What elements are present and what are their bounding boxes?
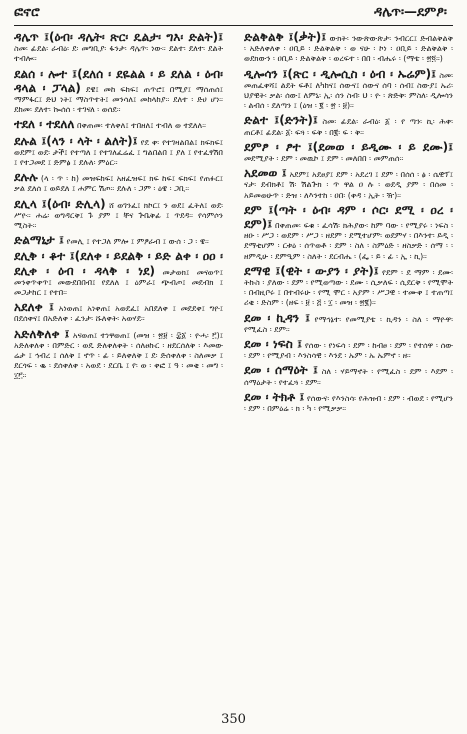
dictionary-entry bbox=[14, 30, 223, 65]
entry-definition: በቀጠመ፡ ፍቁ ፡ ፈሳሽ፡ ክሕያው፡ ከም ባው ፡ የሚያሩ ፡ ነፍስ ፡ ዘዑ ፡ ሥጋ ፡ ወደም ፡ ሥጋ ፡ ዘደም ፡ ደሚተሆም፡ ወደምሃ ፡ በእንተ፡ ይዲ ፡ ደማቲሆም ፡ ርቱዕ ፡ ሰጥወቶ ፡ ደም ፡ ስለ ፡ ስምዕድ ፡ ዘስቃድ ፡ ሰማ ፡ ፡ ዘምዲሁ ፡ ደምዒም ፡ ስለት ፡ ደርብሔ ፡ (ፌ ፡ ይ ፡ ፊ ፡ ኢ ፡ ኪ)። bbox=[244, 221, 453, 261]
entry-definition: የሰው ፡ የነፍሳ ፡ ደም ፡ ከብፀ ፡ ደም ፡ የተሰዋ ፡ ሰው ፡ ደም ፡ የሚያብ ፡ እንስሳዊ ፡ እንደ ፡ ኡም ፡ ኡ ኡምኖ ፡ ዘ። bbox=[244, 341, 453, 361]
entry-definition: መደሚያት ፡ ደም ፡ መዉኮ ፤ ደም ፡ መለበበ ፡ መምጠሰ። bbox=[244, 154, 404, 164]
entry-definition: አናወጠ፤ ተነዋወጠ፤ (መዝ ፡ ፳፱ ፡ ፰፩ ፡ ዮሓ፡ ፫)፤ አድለቀለቀ ፡ በምድር ፡ ወዴ ድለቀለቀት ፡ ሰለፀኩር ፡ ዘደርሰለቅ ፡ እመው ሬታ ፤ ኅብረ ፤ ሰለቅ ፤ ኖጥ ፡ ፊ ፡ ይለቀለቅ ፤ ደ፡ ድሰቀለቀ ፡ ስለመቃ ፤ ደርጎፍ ፡ ቈ ፡ ደሰቀለቀ ፡ አወደ ፡ ደርቤ ፤ የ፡ ወ ፡ ቀፎ ፤ ዓ ፡ መቂ ፡ መግ ፡ ፲፫። bbox=[14, 330, 223, 381]
dictionary-entry bbox=[14, 117, 223, 131]
dictionary-entry bbox=[14, 197, 223, 232]
entry-definition: ስመ፡ ፊደል፡ ራብዕ፡ ፩ ፡ የ ጣን፡ ኪ፡ ሕቀ፡ ጠርቶ፤ ፊደል፡ ፩፡ ፍጓ ፡ ፍቅ ፡ በ፪፡ ፍ ፡ ቅ። bbox=[244, 117, 453, 137]
entry-headword: ደምፆ ፡ ፆተ ፤(ደመወ ፡ ይዲሙ ፡ ይ ደሙ)፤ bbox=[244, 139, 453, 154]
entry-headword: ደመ ፡ ሰማዕት ፤ bbox=[244, 363, 318, 378]
entry-headword: ደሊላ ፤(ዕብ፡ ድሊላ) bbox=[14, 196, 106, 211]
entry-headword: ድልማኒታ ፤ bbox=[14, 233, 64, 248]
entry-headword: አደለቀ ፤ bbox=[14, 300, 54, 315]
header-rule bbox=[14, 25, 453, 26]
entry-headword: ደማዊ ፤(ዊት ፡ ውያን ፡ ያት)፤ bbox=[244, 263, 379, 278]
header-range-title: ዳሌጥ፡—ደምፆ፡ bbox=[374, 5, 447, 20]
page-number: 350 bbox=[221, 712, 246, 727]
entry-headword: ተደለ ፡ ተደለለ bbox=[14, 117, 75, 132]
dictionary-entry bbox=[14, 233, 223, 247]
header-left-text: ፎኖሮ bbox=[14, 5, 40, 20]
dictionary-entry bbox=[244, 390, 453, 414]
entry-definition: ሸ ወገንፈ፤ ክኮር፤ ን ወደ፤ ፈትለ፤ ወደ፡ ሥዮ። ሐሬ፡ ወግዳርቅ፤ ጉ ያም ፤ ቸና ጕቤቅፊ ፤ ጥደዳ። የሳምሶን ሚስት። bbox=[14, 200, 223, 231]
entry-headword: ደም ፤(ጣት ፡ ዕብ፡ ዳም ፡ ሶር፡ ደሚ ፡ ዐረ ፡ ደም)፤ bbox=[244, 202, 453, 232]
entry-definition: ደዌ፤ መከ ፍከፍ፤ ጠጥሮ፤ በሚያ፤ ማሰጠሰ፤ ማምፋር፤ ድህ ነት፤ ማስጥተት፤ መንሳለ፤ መከላከያ። ደለተ ፡ ድሀ ሆነ። ደከመ፡ ደለተ፡ ኰሰሰ ፡ ተገናለ ፡ ወሰደ። bbox=[14, 84, 223, 115]
entry-headword: ደመ ፡ ትክቶ ፤ bbox=[244, 389, 305, 404]
entry-definition: ስለ ፡ ሃይማኖት ፡ የሚፈስ ፡ ደም ፡ እደም ፡ ሰማዕታት ፡ የተፈጓ ፡ ደም። bbox=[244, 367, 453, 387]
dictionary-entry bbox=[244, 337, 453, 361]
entry-definition: የደ ቀ፡ የተገዛልበል፤ ክፍክፍ፤ ወደም፤ ወደ፡ ታች፤ የተጣለ ፤ የተገለፈሬፈ ፤ ግልበልበ ፤ ያለ ፤ የተፈፃሽበ ፤ የተጋመደ ፤ ድምፅ ፤ ደሉለ፡ ምዕር። bbox=[14, 137, 223, 168]
entry-headword: ደመ ፡ ኪዳን ፤ bbox=[244, 310, 311, 325]
dictionary-entry bbox=[14, 249, 223, 298]
dictionary-entry bbox=[14, 67, 223, 116]
entry-headword: ደሉሉ bbox=[14, 170, 38, 185]
dictionary-entry bbox=[244, 67, 453, 112]
entry-definition: (ላ ፡ ጥ ፡ ከ) መዝፍከፍ፤ አዘፈዝፍ፤ ክፍ ከፍ፤ ፍክፍ፤ የጠፉር፤ ቃል ደለሰ ፤ ወይደለ ፤ ሐምር ሽጦ። ደሉለ ፡ ጋም ፡ ዕዌ ፡ ጋቢ። bbox=[14, 174, 223, 194]
running-header bbox=[14, 4, 453, 24]
entry-headword: ድልቅልቅ ፤(ቃት)፤ bbox=[244, 30, 327, 44]
entry-definition: ስመ፡ ፊደል፡ ራብዕ፡ ደ፡ መግቢያ፡ ፋንታ፡ ዳሌጥ፡ ነው። ደልተ፡ ደለተ፡ ደልት ተብሎ። bbox=[14, 44, 223, 64]
entry-definition: ስመ፡ መጠፈቀሻ፤ ልደት ፍቶ፤ ለካከና፤ ሰውና፤ ሰውና ሰባ ፡ ሰብ፤ ስውያ፤ ኡሪ፡ ህያዊት፡ ቃል፡ ሰው፤ ለምኒ፡ ኢ፡ ሰን ስብ፡ ህ ፡ ዮ ፡ ጽድቅ፡ ምስለ፡ ዲሎሳን ፡ ልብሰ ፡ ደለጣን ፤ (ዕዝ ፡ ፪ ፡ ፳ ፡ ፱)። bbox=[244, 70, 453, 111]
dictionary-entry bbox=[14, 300, 223, 324]
dictionary-entry bbox=[14, 170, 223, 194]
dictionary-entry bbox=[244, 140, 453, 164]
entry-headword: ዳሌጥ ፤(ዕብ፡ ዳሌት፡ ጽር፡ ዴልታ፡ ግእ፡ ድልት)፤ bbox=[14, 30, 223, 44]
entry-headword: ደሉል ፤(ላን ፡ ላት ፡ ልለት)፤ bbox=[14, 133, 138, 148]
dictionary-entry bbox=[244, 113, 453, 137]
dictionary-entry bbox=[244, 166, 453, 201]
entry-headword: ድልተ ፤(ድንት)፤ bbox=[244, 113, 318, 128]
entry-definition: የመሊ ፤ የተጋለ ምሎ ፤ ምፆራብ ፤ ውሰ ፡ ጋ ፡ ዌ። bbox=[66, 237, 209, 247]
right-column bbox=[244, 30, 453, 698]
dictionary-entry bbox=[14, 327, 223, 382]
left-column bbox=[14, 30, 223, 698]
entry-definition: የማኅኔተ፡ የመሚያቴ ፡ ኪዳን ፡ ስለ ፡ ማዮዋ፡ የሚፈስ ፡ ደም። bbox=[244, 314, 453, 334]
entry-definition: አነወጠ፤ አነቀጠ፤ አወደፈ፤ አበደለቀ ፤ መደደቀ፤ ግዮ፤ በደሰቀና፤ በአድለቀ ፡ ፈንታ፡ ሹለቀት፡ አወሃደ። bbox=[14, 304, 223, 324]
entry-definition: መታወክ፤ መናወጥ፤ መንቀጥቀጥ፤ መውደበበብ፤ የደለለ ፤ ዕምራ፤ ጭብጦ፤ መደብክ ፤ መጋታከር ፤ የተበ። bbox=[14, 267, 223, 298]
entry-headword: ዲሎሳን ፤(ጽር ፡ ዲሎሲስ ፡ ዕብ ፡ ኡሬም)፤ bbox=[244, 66, 437, 81]
entry-headword: አደመወ ፤ bbox=[244, 166, 287, 181]
entry-definition: የደም ፡ ደ ማም ፡ ደሙ፡ ትኩስ ፡ ያለው ፡ ደም ፡ የሚወጣው ፡ ደሙ ፡ ሲቃለፍ ፡ ሲደርቅ ፡ የሚሞት ፡ በብዚቦሩ ፤ በተብሩሁ ፡ የሚ ሞር ፡ አያም ፡ ሥጋዊ ፡ ተሙቀ ፤ ተጠጣ፤ ሪቂ ፡ ድስም ፡ (ዘፍ ፡ ፱ ፡ ፭ ፡ ፲ ፡ መዝ ፡ ፳፪)። bbox=[244, 267, 453, 308]
entry-headword: ደመ ፡ ነፍስ ፤ bbox=[244, 337, 303, 352]
entry-headword: አድለቅለቀ ፤ bbox=[14, 326, 70, 341]
entry-headword: ደሊቅ ፡ ቆተ ፤(ደለቀ ፡ ይደልቅ ፡ ይድ ልቀ ፡ ዐዐ ፡ ደሊቀ ፡ ዕብ ፡ ዳላቅ ፡ ነደ) bbox=[14, 249, 223, 278]
entry-definition: ውክት፡ ንውጽውጽታ፡ ንብርር፤ ድብልቅልቅ ፡ አድለቀለቀ ፡ ዐቢይ ፡ ድልቅልቅ ፡ ወ ናሁ ፡ ኮነ ፡ ዐቢይ ፡ ድልቅልቅ ፡ ወደክውን ፡ ዐቢይ ፡ ድልቅልቅ ፡ ወረፍተ ፡ በበ ፡ ብሔሩ ፡ (ማቴ ፡ ፳፬።) bbox=[244, 34, 453, 64]
entry-definition: የሰውና፡ የእንስሳ፡ የሕዝብ ፡ ደም ፡ ብወደ ፡ የሚሆን ፡ ደም ፡ በምዕሬ ፡ ክ ፡ ካ ፡ የሚቃቃ። bbox=[244, 393, 453, 414]
dictionary-entry bbox=[244, 311, 453, 335]
dictionary-entry bbox=[244, 363, 453, 387]
entry-definition: በቀጠመ፡ ተለቀለ፤ ተበዘለ፤ ተብለ ወ ተደለለ። bbox=[76, 121, 206, 131]
dictionary-entry bbox=[244, 30, 453, 65]
dictionary-entry bbox=[244, 203, 453, 262]
dictionary-entry bbox=[14, 134, 223, 169]
entry-definition: አደም፤ አደፀያ፤ ደም ፡ አደረገ ፤ ደም ፡ በሰሰ ፡ ፅ ፡ ሴዊፕ፤ ናታ፡ ደብክቶ፤ ሽ፡ ሽልጕክ ፡ ጥ ዋል ዐ ሉ ፡ ወደዲ ያም ፡ በሰመ ፡ አይመወሁጥ ፡ ድዝ ፡ ለእንተከ ፡ ዐበ፡ (ቀዳ ፡ ኢት ፡ ዥ)። bbox=[244, 170, 453, 200]
dictionary-entry bbox=[244, 264, 453, 309]
entry-headword: ደልሰ ፡ ሎተ ፤(ደለሰ ፡ ደዬልል ፡ ይ ደለል ፡ ዕብ፡ ዳላል ፡ ፓላል) bbox=[14, 66, 223, 95]
